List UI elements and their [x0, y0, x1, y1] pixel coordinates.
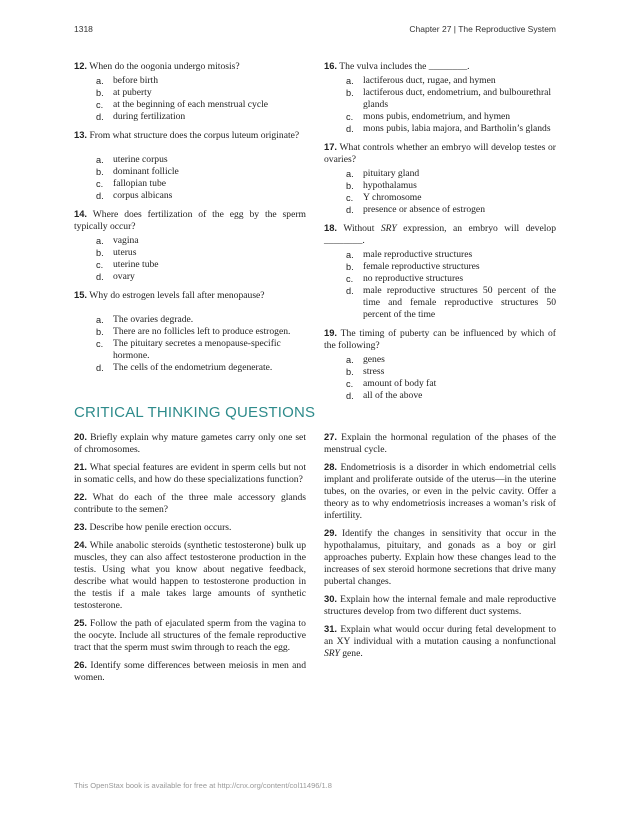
- option: c. at the beginning of each menstrual cycle: [96, 99, 269, 110]
- chapter-title: Chapter 27 | The Reproductive System: [409, 24, 556, 34]
- option: c. fallopian tube: [96, 178, 167, 189]
- question-26: 26. Identify some differences between meiosis in men and women.: [74, 659, 306, 683]
- options-list: [324, 249, 556, 321]
- question-13: 13. From what structure does the corpus luteum originate? a. uterine corpus b. dominant follicle c. fallopian tube d. corpus albicans: [74, 129, 306, 202]
- option: b. There are no follicles left to produce estrogen.: [96, 326, 291, 337]
- options-list: [324, 75, 556, 135]
- option: d. mons pubis, labia majora, and Bartholin’s glands: [346, 123, 551, 134]
- option: b. lactiferous duct, endometrium, and bulbourethral glands: [346, 87, 552, 110]
- question-19: 19. The timing of puberty can be influenced by which of the following? a. genes b. stress c. amount of body fat d. all of the above: [324, 327, 556, 401]
- option: a. male reproductive structures: [346, 249, 473, 260]
- option: d. corpus albicans: [96, 190, 173, 201]
- option: d. ovary: [96, 271, 135, 282]
- question-15: 15. Why do estrogen levels fall after menopause? a. The ovaries degrade. b. There are no follicles left to produce estrogen. c. The pituitary secretes a menopause-specific hormone. d. The cells of the endometrium degenerate.: [74, 289, 306, 374]
- question-12: 12. When do the oogonia undergo mitosis? a. before birth b. at puberty c. at the beginning of each menstrual cycle d. during fertilization: [74, 60, 306, 123]
- question-23: 23. Describe how penile erection occurs.: [74, 521, 232, 533]
- page-header: [74, 24, 556, 38]
- question-17: 17. What controls whether an embryo will develop testes or ovaries? a. pituitary gland b. hypothalamus c. Y chromosome d. presence or absence of estrogen: [324, 141, 556, 215]
- question-24: 24. While anabolic steroids (synthetic testosterone) bulk up muscles, they can also affect testosterone production in the testis. Using what you know about negative feedback, describe what would happen to testosterone production in the testis if a male takes large amounts of synthetic testosterone.: [74, 539, 307, 611]
- question-29: 29. Identify the changes in sensitivity that occur in the hypothalamus, pituitary, and gonads as a boy or girl approaches puberty. Explain how these changes lead to the increases of sex steroid hormone secretions that drive many pubertal changes.: [324, 527, 556, 587]
- question-18: 18. Without SRY expression, an embryo will develop ________. a. male reproductive structures b. female reproductive structures c. no reproductive structures d. male reproductive structures 50 percent of the time and female reproductive structures 50 percent of the time: [324, 222, 556, 320]
- option: d. all of the above: [346, 390, 423, 401]
- question-31: 31. Explain what would occur during fetal development to an XY individual with a mutation causing a nonfunctional SRY gene.: [324, 623, 556, 659]
- question-14: 14. Where does fertilization of the egg by the sperm typically occur? a. vagina b. uterus c. uterine tube d. ovary: [74, 208, 306, 282]
- option: a. uterine corpus: [96, 154, 168, 165]
- question-28: 28. Endometriosis is a disorder in which endometrial cells implant and proliferate outside of the uterus—in the uterine tubes, on the ovaries, or even in the pelvic cavity. Offer a theory as to why endometriosis increases a woman’s risk of infertility.: [324, 461, 556, 521]
- question-21: 21. What special features are evident in sperm cells but not in somatic cells, and how do these specializations function?: [74, 461, 306, 485]
- options-list: [324, 354, 556, 402]
- option: c. The pituitary secretes a menopause-specific hormone.: [96, 338, 281, 361]
- option: b. stress: [346, 366, 385, 377]
- option: c. uterine tube: [96, 259, 159, 270]
- question-27: 27. Explain the hormonal regulation of the phases of the menstrual cycle.: [324, 431, 556, 455]
- question-30: 30. Explain how the internal female and male reproductive structures develop from two different duct systems.: [324, 593, 556, 617]
- options-list: [324, 168, 556, 216]
- options-list: [74, 235, 306, 283]
- critical-questions-left: [74, 431, 306, 689]
- options-list: [74, 154, 306, 202]
- option: d. male reproductive structures 50 percent of the time and female reproductive structures 50 percent of the time: [346, 285, 556, 320]
- options-list: [74, 75, 306, 123]
- option: d. The cells of the endometrium degenerate.: [96, 362, 273, 373]
- option: c. Y chromosome: [346, 192, 422, 203]
- critical-questions-right: [324, 431, 556, 665]
- option: b. uterus: [96, 247, 137, 258]
- question-20: 20. Briefly explain why mature gametes carry only one set of chromosomes.: [74, 431, 306, 455]
- option: a. genes: [346, 354, 385, 365]
- option: c. no reproductive structures: [346, 273, 464, 284]
- option: d. during fertilization: [96, 111, 186, 122]
- option: b. hypothalamus: [346, 180, 417, 191]
- option: b. female reproductive structures: [346, 261, 480, 272]
- option: a. lactiferous duct, rugae, and hymen: [346, 75, 496, 86]
- review-questions-left: [74, 60, 306, 380]
- option: d. presence or absence of estrogen: [346, 204, 485, 215]
- section-title-critical-thinking: CRITICAL THINKING QUESTIONS: [74, 404, 316, 421]
- option: a. The ovaries degrade.: [96, 314, 194, 325]
- options-list: [74, 314, 306, 374]
- option: a. pituitary gland: [346, 168, 420, 179]
- question-22: 22. What do each of the three male accessory glands contribute to the semen?: [74, 491, 306, 515]
- page-footer: This OpenStax book is available for free at http://cnx.org/content/col11496/1.8: [74, 781, 332, 790]
- option: c. mons pubis, endometrium, and hymen: [346, 111, 511, 122]
- review-questions-right: [324, 60, 556, 408]
- page-number: 1318: [74, 24, 93, 34]
- option: b. dominant follicle: [96, 166, 179, 177]
- question-25: 25. Follow the path of ejaculated sperm from the vagina to the oocyte. Include all structures of the female reproductive tract that the sperm must swim through to reach the egg.: [74, 617, 306, 653]
- option: a. vagina: [96, 235, 139, 246]
- question-16: 16. The vulva includes the ________. a. lactiferous duct, rugae, and hymen b. lactiferous duct, endometrium, and bulbourethral glands c. mons pubis, endometrium, and hymen d. mons pubis, labia majora, and Bartholin’s glands: [324, 60, 556, 135]
- option: b. at puberty: [96, 87, 152, 98]
- option: c. amount of body fat: [346, 378, 437, 389]
- option: a. before birth: [96, 75, 159, 86]
